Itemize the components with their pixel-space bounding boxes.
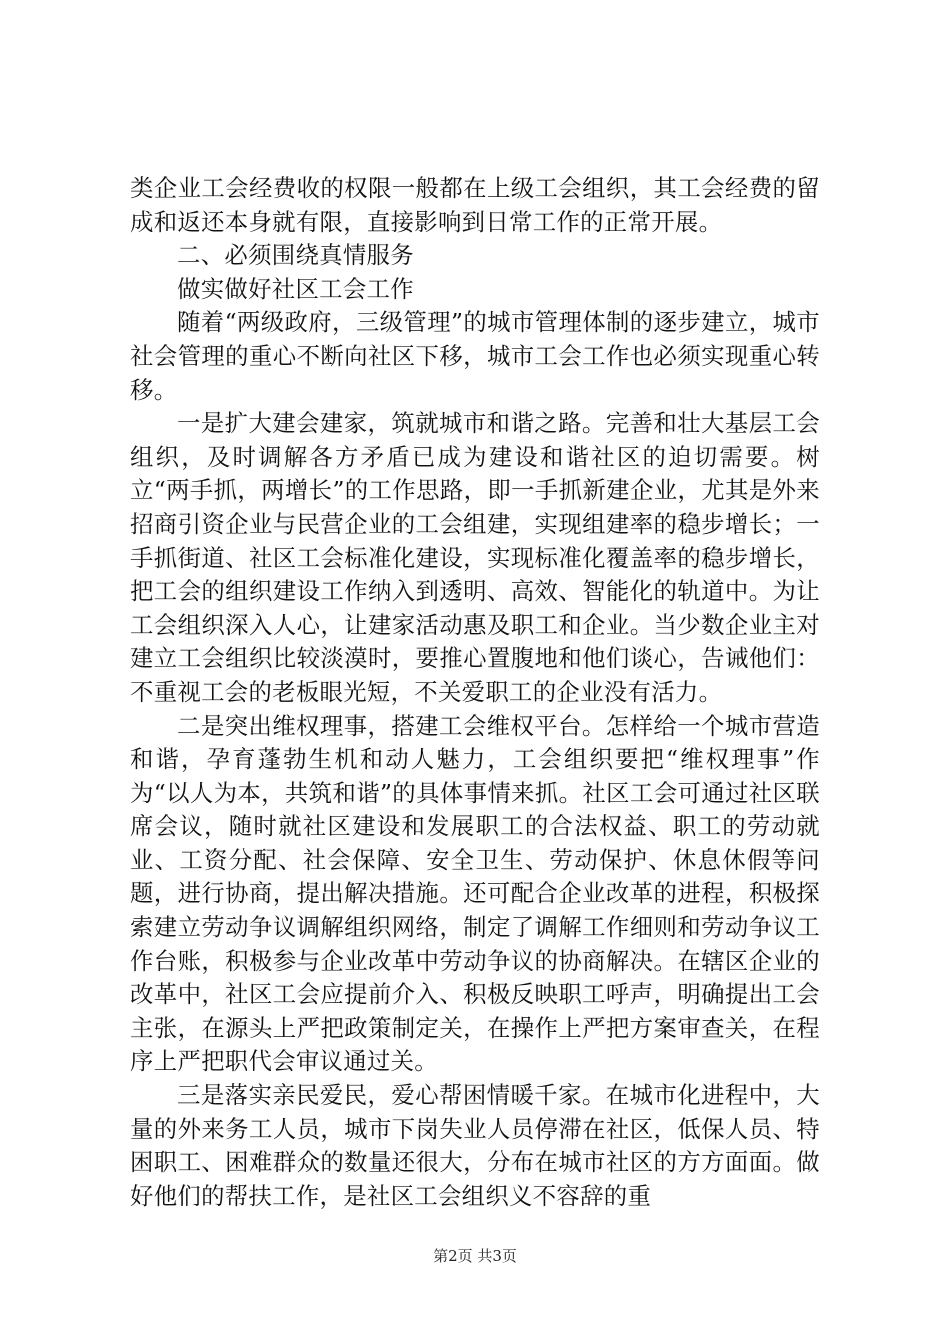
page-number-label: 第2页 共3页	[433, 1247, 517, 1265]
page-footer	[0, 1246, 950, 1266]
paragraph-point-two: 二是突出维权理事，搭建工会维权平台。怎样给一个城市营造和谐，孕育蓬勃生机和动人魅力，工会组织要把“维权理事”作为“以人为本，共筑和谐”的具体事情来抓。社区工会可通过社区联席会议，随时就社区建设和发展职工的合法权益、职工的劳动就业、工资分配、社会保障、安全卫生、劳动保护、休息休假等问题，进行协商，提出解决措施。还可配合企业改革的进程，积极探索建立劳动争议调解组织网络，制定了调解工作细则和劳动争议工作台账，积极参与企业改革中劳动争议的协商解决。在辖区企业的改革中，社区工会应提前介入、积极反映职工呼声，明确提出工会主张，在源头上严把政策制定关，在操作上严把方案审查关，在程序上严把职代会审议通过关。	[130, 711, 820, 1076]
paragraph-intro: 随着“两级政府，三级管理”的城市管理体制的逐步建立，城市社会管理的重心不断向社区下移，城市工会工作也必须实现重心转移。	[130, 308, 820, 404]
section-heading-line-2: 做实做好社区工会工作	[177, 274, 414, 303]
document-body	[130, 172, 820, 1213]
paragraph-point-one: 一是扩大建会建家，筑就城市和谐之路。完善和壮大基层工会组织，及时调解各方矛盾已成为建设和谐社区的迫切需要。树立“两手抓，两增长”的工作思路，即一手抓新建企业，尤其是外来招商引资企业与民营企业的工会组建，实现组建率的稳步增长；一手抓街道、社区工会标准化建设，实现标准化覆盖率的稳步增长，把工会的组织建设工作纳入到透明、高效、智能化的轨道中。为让工会组织深入人心，让建家活动惠及职工和企业。当少数企业主对建立工会组织比较淡漠时，要推心置腹地和他们谈心，告诫他们：不重视工会的老板眼光短，不关爱职工的企业没有活力。	[130, 409, 820, 706]
paragraph-continuation: 类企业工会经费收的权限一般都在上级工会组织，其工会经费的留成和返还本身就有限，直接影响到日常工作的正常开展。	[130, 174, 820, 236]
section-heading-line-1: 二、必须围绕真情服务	[177, 241, 414, 270]
paragraph-point-three: 三是落实亲民爱民，爱心帮困情暖千家。在城市化进程中，大量的外来务工人员，城市下岗失业人员停滞在社区，低保人员、特困职工、困难群众的数量还很大，分布在城市社区的方方面面。做好他们的帮扶工作，是社区工会组织义不容辞的重	[130, 1081, 820, 1210]
